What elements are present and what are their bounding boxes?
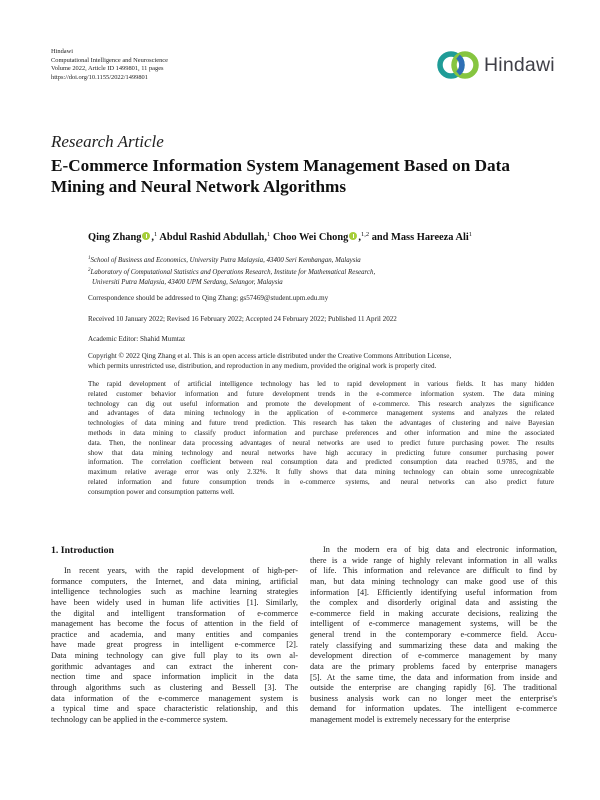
affil-text: School of Business and Economics, University Putra Malaysia, 43400 Seri Kembangan, Malaysia (90, 257, 361, 264)
affiliation-2 (88, 266, 558, 278)
author-affil-sup: 1,2 (360, 231, 370, 238)
text-line: have been widely used in human life activities [1]. Similarly, (51, 597, 298, 607)
journal-header (51, 48, 311, 82)
text-line: general trend in the contemporary e-commerce field. Accu- (310, 630, 557, 639)
author-affil-sup: 1 (267, 231, 271, 238)
text-line: rately classifying and summarizing these data and making the (310, 640, 557, 650)
volume-info: Volume 2022, Article ID 1499801, 11 pages (51, 65, 164, 73)
text-line: The rapid development of artificial intelligence technology has led to rapid development in various fields. It has many hidden (88, 380, 554, 388)
text-line: information. The correlation coefficient between real consumption data and predicted consumption data reached 0.9785, and the (88, 458, 554, 467)
author-name[interactable]: Qing Zhang (88, 232, 142, 243)
article-dates: Received 10 January 2022; Revised 16 February 2022; Accepted 24 February 2022; Published 11 April 2022 (88, 315, 397, 323)
author-affil-sup: 1 (468, 231, 473, 238)
text-line: outside the enterprise are changing rapidly [6]. The traditional (310, 683, 557, 693)
title-line: Mining and Neural Network Algorithms (51, 177, 347, 196)
copyright-line: Copyright © 2022 Qing Zhang et al. This is an open access article distributed under the Creative Commons Attribution License, (88, 352, 452, 360)
text-line: data. Then, the nonlinear data processing advantages of neural networks are used to predict future purchasing power. The results (88, 438, 554, 447)
text-line: business analysis work can no longer meet the enterprise's (310, 693, 557, 703)
text-line: the complex and disorderly original data and assisting the (310, 598, 557, 608)
affiliations (88, 254, 558, 287)
publisher-name: Hindawi (51, 48, 74, 55)
author-name[interactable]: Abdul Rashid Abdullah, (159, 232, 268, 243)
author-list: Qing Zhang ,$^1$ Abdul Rashid Abdullah,$^1$ Choo Wei Chong ,$^{1,2}$ and Mass Hareeza Ali$^1$ (88, 231, 473, 243)
academic-editor: Academic Editor: Shahid Mumtaz (88, 335, 186, 343)
text-line: technologies of data mining and future trend prediction. This research has taken the advantages of clustering and naive Bayesian (88, 419, 554, 428)
text-line: of life. This information and relevance are difficult to find by (310, 566, 557, 576)
author-name[interactable]: and Mass Hareeza Ali (371, 232, 469, 243)
text-line: In the modern era of big data and electronic information, (323, 545, 557, 554)
text-line: management has become the focus of attention in the field of (51, 619, 298, 629)
text-line: technology can be applied in the e-commerce system. (51, 714, 228, 724)
text-line: and advantages of data mining technology in the application of e-commerce management systems and analyzes the related (88, 409, 554, 418)
text-line: methods in data mining to classify product information and purchase preferences and other information and mine the associated (88, 428, 554, 437)
abstract (88, 380, 554, 498)
text-line: related information and future consumption trends in e-commerce systems, and neural networks can also predict future (88, 477, 554, 486)
text-line: intelligence technologies such as machine learning strategies (51, 587, 298, 597)
text-line: show that data mining technology and neural networks have high accuracy in predicting future consumer purchasing power (88, 448, 554, 457)
article-title (51, 155, 561, 197)
title-line: E-Commerce Information System Management Based on Data (51, 156, 510, 175)
text-line: the digital and intelligent transformation of e-commerce (51, 608, 298, 618)
orcid-icon[interactable] (142, 232, 150, 240)
hindawi-logo (436, 45, 556, 85)
text-line: man, but data mining technology can make good use of this (310, 576, 557, 586)
text-line: a typical time and space characteristic relationship, and this (51, 704, 298, 714)
text-line: there is a wide range of highly relevant information in all walks (310, 555, 557, 565)
text-line: related customer behavior information and future development trends in the e-commerce information system. The data mining (88, 389, 554, 398)
text-line: intelligent of e-commerce management systems, will be the (310, 619, 557, 629)
orcid-icon[interactable] (349, 232, 357, 240)
text-line: In recent years, with the rapid development of high-per- (64, 566, 298, 575)
text-line: technology can dig out useful information and promote the development of e-commerce. This research analyzes the significance (88, 399, 554, 408)
text-line: have made great progress in intelligent e-commerce [2]. (51, 640, 298, 650)
text-line: gorithmic advantages and can extract the inherent con- (51, 661, 298, 671)
text-line: demand for information updates. The intelligent e-commerce (310, 704, 557, 714)
text-line: consumption power and consumption patterns well. (88, 487, 235, 496)
text-line: information [4]. Efficiently identifying useful information from (310, 587, 557, 597)
text-line: [5]. At the same time, the data and information from inside and (310, 672, 557, 682)
article-type: Research Article (51, 132, 164, 151)
doi-link[interactable]: https://doi.org/10.1155/2022/1499801 (51, 73, 148, 81)
logo-text: Hindawi (484, 53, 555, 76)
affiliation-2-cont: Universiti Putra Malaysia, 43400 UPM Serdang, Selangor, Malaysia (92, 278, 283, 286)
affil-text: Laboratory of Computational Statistics and Operations Research, Institute for Mathematical Research, (90, 268, 376, 276)
text-line: e-commerce field in making accurate decisions, realizing the (310, 608, 557, 618)
affiliation-1 (88, 254, 558, 266)
text-line: formance computers, the Internet, and data mining, artificial (51, 576, 298, 586)
text-line: data are the primary problems faced by enterprise managers (310, 661, 557, 671)
correspondence: Correspondence should be addressed to Qing Zhang; gs57469@student.upm.edu.my (88, 294, 329, 302)
text-line: data information of the e-commerce management system is (51, 693, 298, 703)
section-heading: 1. Introduction (51, 545, 114, 556)
text-line: management model is extremely necessary for the enterprise (310, 715, 510, 724)
text-line: through algorithms such as clustering and Bessell [3]. The (51, 682, 298, 692)
text-line: maximum relative average error was only 2.32%. It fully shows that data mining technology can obtain some unrecognizable (88, 468, 554, 477)
author-affil-sup: 1 (154, 231, 158, 238)
text-line: Data mining technology can give full play to its own al- (51, 651, 298, 660)
author-name[interactable]: Choo Wei Chong (272, 232, 349, 243)
affil-sup: 1 (88, 256, 91, 261)
journal-name: Computational Intelligence and Neuroscience (51, 56, 168, 64)
affil-sup: 2 (88, 267, 91, 273)
text-line: development direction of e-commerce management by many (310, 651, 557, 661)
copyright-notice (88, 352, 554, 372)
text-line: nection time and space information implicit in the data (51, 672, 298, 682)
text-line: practice and academia, and many entities and companies (51, 629, 298, 639)
intro-right-column (310, 545, 557, 726)
hindawi-logo-icon (436, 48, 480, 82)
copyright-line: which permits unrestricted use, distribution, and reproduction in any medium, provided the original work is properly cited. (88, 361, 437, 370)
intro-left-column (51, 566, 298, 725)
